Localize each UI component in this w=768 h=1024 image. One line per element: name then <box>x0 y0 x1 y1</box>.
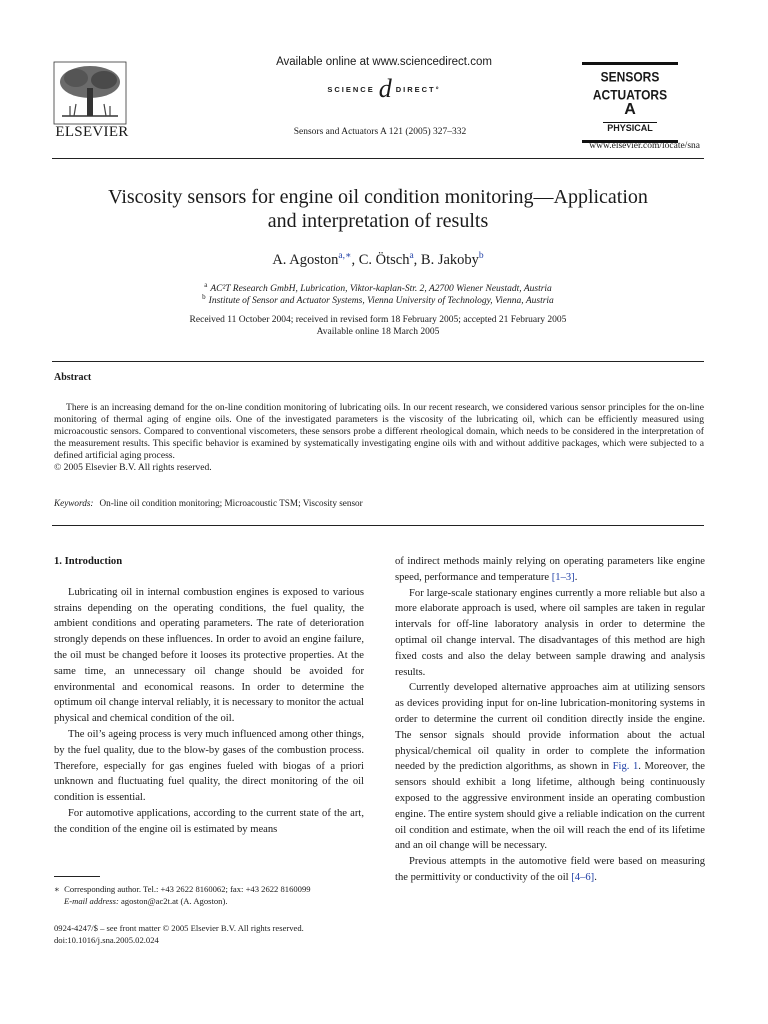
keywords-label: Keywords: <box>54 498 94 508</box>
journal-logo <box>582 62 678 143</box>
journal-url[interactable]: www.elsevier.com/locate/sna <box>589 141 700 151</box>
figure-link[interactable]: Fig. 1 <box>612 761 639 773</box>
paper-title <box>52 185 704 233</box>
front-matter-info <box>54 922 374 946</box>
email-address[interactable]: agoston@ac2t.at (A. Agoston). <box>120 895 228 906</box>
abstract-top-rule <box>52 361 704 362</box>
author-affiliation-link[interactable]: a <box>409 251 414 261</box>
sd-left-text: SCIENCE <box>327 84 375 94</box>
journal-logo-line3: A <box>624 101 636 118</box>
abstract-body <box>54 402 704 474</box>
doi-line[interactable]: doi:10.1016/j.sna.2005.02.024 <box>54 935 159 945</box>
keywords <box>54 498 704 508</box>
sd-mark-icon: d <box>378 74 392 103</box>
sd-right-text: DIRECT° <box>395 84 441 94</box>
keywords-list: On-line oil condition monitoring; Microacoustic TSM; Viscosity sensor <box>99 498 363 508</box>
available-date: Available online 18 March 2005 <box>316 327 440 337</box>
abstract-copyright: © 2005 Elsevier B.V. All rights reserved. <box>54 462 212 473</box>
author-affiliation-link[interactable]: a,∗ <box>338 251 352 261</box>
received-dates: Received 11 October 2004; received in revised form 18 February 2005; accepted 21 February 2005 <box>189 315 567 325</box>
publisher-name: ELSEVIER <box>55 124 129 140</box>
footnote-rule <box>54 876 100 877</box>
author-name: A. Agoston <box>272 251 339 268</box>
article-history <box>52 314 704 338</box>
body-paragraph: Currently developed alternative approaches aim at utilizing sensors as devices providing input for on-line lubrication-monitoring systems in order to determine the current oil condition directly inside the engine. The sensor signals should provide information about the actual physical/chemical oil quality in order to complete the information needed by the prediction algorithms, as shown in Fig. 1. Moreover, the sensors should exhibit a long lifetime, although being continuously exposed to the aggressive environment inside an operating combustion engine. The entire system should give a reliable indication on the current oil condition and estimate, when the oil will reach the end of its lifetime and an oil change will be necessary. <box>395 682 705 852</box>
author-list: A. Agoston$^{a,∗}$, C. Ötsch$^a$, B. Jakoby$^b$ <box>272 251 484 268</box>
affiliation-b: $^b$ Institute of Sensor and Actuator Systems, Vienna University of Technology, Vienna, Austria <box>202 293 554 307</box>
author-affiliation-link[interactable]: b <box>478 251 484 261</box>
header-divider <box>52 158 704 159</box>
body-paragraph: of indirect methods mainly relying on operating parameters like engine speed, performance and temperature [1–3]. <box>395 556 705 583</box>
journal-logo-line2: ACTUATORS <box>592 86 668 104</box>
sciencedirect-logo <box>244 76 524 102</box>
affiliation-a: $^a$ AC²T Research GmbH, Lubrication, Viktor-kaplan-Str. 2, A2700 Wiener Neustadt, Austria <box>204 281 552 295</box>
body-paragraph: Previous attempts in the automotive field were based on measuring the permittivity or conductivity of the oil [4–6]. <box>395 856 705 883</box>
body-paragraph: For automotive applications, according to the current state of the art, the condition of the engine oil is estimated by means <box>54 807 364 835</box>
abstract-heading: Abstract <box>54 372 92 383</box>
abstract-bottom-rule <box>52 525 704 526</box>
available-online-notice: Available online at www.sciencedirect.com <box>276 56 492 68</box>
footnote <box>54 884 374 907</box>
body-column-left <box>54 554 364 838</box>
author-name: C. Ötsch <box>358 251 410 268</box>
body-paragraph: Lubricating oil in internal combustion engines is exposed to various strains depending on the operating conditions, the fuel quality, the ambient conditions and operating parameters. The rate of deterioration strongly depends on these influences. In order to avoid an engine failure, the oil must be changed before it looses its protective properties. At the same time, an unnecessary oil change should be avoided for environmental and economical reasons. In order to determine the optimum oil change interval reliably, it is necessary to monitor the actual physical and chemical condition of the oil. <box>54 586 364 725</box>
journal-logo-line1: SENSORS <box>600 68 660 86</box>
reference-link[interactable]: [1–3] <box>551 571 575 583</box>
journal-logo-line4: PHYSICAL <box>603 122 657 134</box>
reference-link[interactable]: [4–6] <box>571 871 595 883</box>
body-paragraph: The oil’s ageing process is very much influenced among other things, by the fuel quality, due to the blow-by gases of the combustion process. Therefore, especially for gas engines fueled with biogas of a priori unknown and fluctuating fuel quality, the direct monitoring of the oil condition is essential. <box>54 728 364 804</box>
issn-line: 0924-4247/$ – see front matter © 2005 Elsevier B.V. All rights reserved. <box>54 923 304 933</box>
elsevier-tree-logo <box>52 60 128 126</box>
email-line: E-mail address: agoston@ac2t.at (A. Agoston). <box>64 895 228 906</box>
title-line-1: Viscosity sensors for engine oil condition monitoring—Application <box>108 186 648 208</box>
body-column-right <box>395 554 705 886</box>
corresponding-author: ∗ Corresponding author. Tel.: +43 2622 8160062; fax: +43 2622 8160099 <box>54 884 311 894</box>
journal-citation: Sensors and Actuators A 121 (2005) 327–332 <box>293 127 467 137</box>
section-heading: 1. Introduction <box>54 556 123 567</box>
author-name: B. Jakoby <box>420 251 479 268</box>
body-paragraph: For large-scale stationary engines currently a more reliable but also a more elaborate approach is used, where oil samples are taken in regular intervals for off-line laboratory analysis in order to determine the optimal oil change interval. The disadvantages of this method are high fixed costs and also the delay between sample drawing and analysis results. <box>395 587 705 678</box>
title-line-2: and interpretation of results <box>267 210 489 232</box>
abstract-text: There is an increasing demand for the on-line condition monitoring of lubricating oils. In our recent research, we considered various sensor principles for the on-line monitoring of thermal aging of engine oils. One of the investigated parameters is the viscosity of the lubricating oil, which can be efficiently measured using microacoustic sensors. Compared to conventional viscometers, these sensors probe a different rheological domain, which needs to be considered in the interpretation of the measurement results. This specific behavior is examined by systematically investigating engine oils with and without additive packages, which were subjected to a defined artificial aging process. <box>54 402 704 461</box>
